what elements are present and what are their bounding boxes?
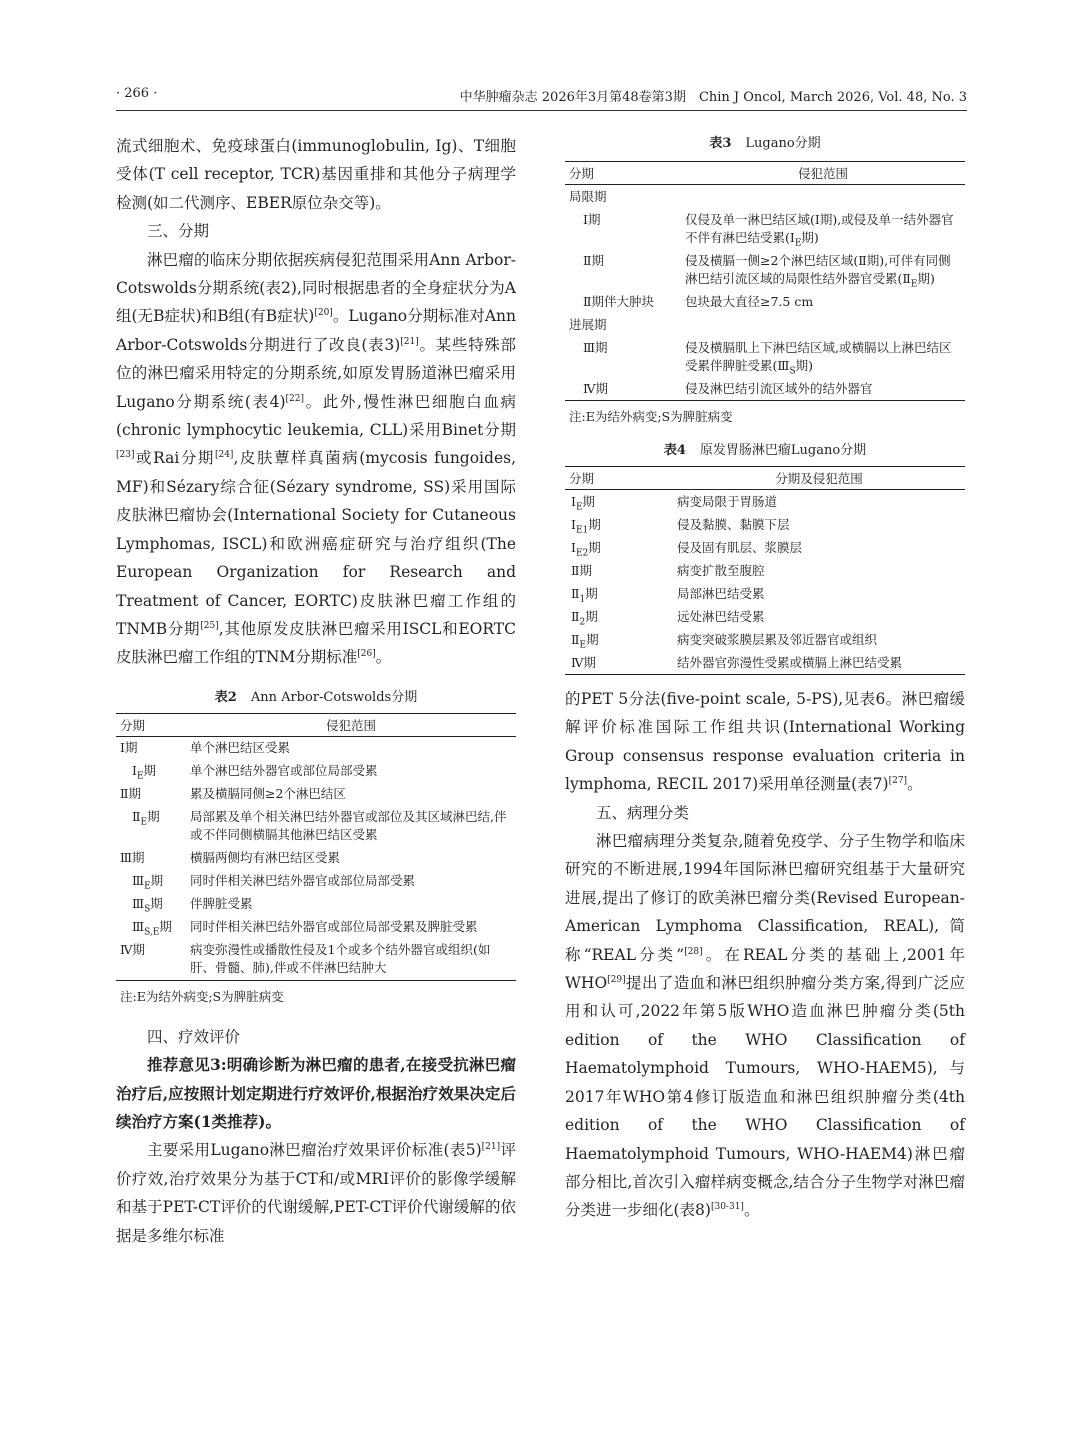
- table-row: [565, 313, 965, 336]
- citation: [20]: [314, 308, 333, 319]
- table-row: [565, 249, 965, 290]
- stage-cell: Ⅰ期: [583, 211, 601, 227]
- recommendation-3: 推荐意见3:明确诊断为淋巴瘤的患者,在接受抗淋巴瘤治疗后,应按照计划定期进行疗效评价,根据治疗效果决定后续治疗方案(1类推荐)。: [116, 1055, 516, 1131]
- section-heading-efficacy: 四、疗效评价: [147, 1027, 241, 1046]
- table-row: [565, 208, 965, 249]
- table-row: [565, 559, 965, 582]
- stage-cell: Ⅱ期伴大肿块: [583, 293, 654, 309]
- table2-caption: 表2 Ann Arbor-Cotswolds分期: [214, 689, 418, 705]
- section-heading-staging: 三、分期: [147, 222, 210, 241]
- range-cell: 仅侵及单一淋巴结区域(Ⅰ期),或侵及单一结外器官不伴有淋巴结受累($Ⅰ_E$期): [685, 211, 954, 248]
- table-header: 分期: [565, 467, 673, 490]
- table-header: 侵犯范围: [681, 162, 965, 185]
- paragraph-efficacy: 主要采用Lugano淋巴瘤治疗效果评价标准(表5)[21]评价疗效,治疗效果分为基于CT和/或MRI评价的影像学缓解和基于PET-CT评价的代谢缓解,PET-CT评价代谢缓解的依据是多维尔标准: [116, 1141, 516, 1245]
- stage-cell: $Ⅱ_1$期: [571, 585, 598, 604]
- table-row: [116, 893, 516, 916]
- table-row: [565, 651, 965, 675]
- citation: [29]: [607, 974, 626, 985]
- stage-cell: $Ⅰ_{E2}$期: [571, 539, 601, 558]
- range-cell: 横膈两侧均有淋巴结区受累: [190, 850, 341, 866]
- stage-cell: Ⅲ期: [120, 850, 145, 866]
- table-row: [565, 490, 965, 514]
- stage-cell: 局限期: [569, 188, 607, 204]
- citation: [28]: [684, 946, 703, 957]
- stage-cell: $Ⅰ_E$期: [132, 763, 157, 782]
- table-row: [116, 847, 516, 870]
- paragraph-pathology-tests: 流式细胞术、免疫球蛋白(immunoglobulin, Ig)、T细胞受体(T cell receptor, TCR)基因重排和其他分子病理学检测(如二代测序、EBER原位杂交等)。: [116, 137, 516, 212]
- stage-cell: 进展期: [569, 316, 607, 332]
- table-row: [565, 185, 965, 209]
- table-row: [116, 736, 516, 760]
- table-row: [116, 939, 516, 981]
- table-row: [565, 377, 965, 401]
- table3-lugano: [565, 161, 965, 401]
- range-cell: 病变局限于胃肠道: [677, 493, 778, 509]
- table-row: [116, 870, 516, 893]
- range-cell: 病变扩散至腹腔: [677, 562, 765, 578]
- range-cell: [681, 185, 965, 209]
- stage-cell: $Ⅲ_E$期: [132, 873, 164, 892]
- range-cell: 侵及固有肌层、浆膜层: [677, 539, 803, 555]
- table2-ann-arbor: [116, 713, 516, 981]
- range-cell: 结外器官弥漫性受累或横膈上淋巴结受累: [673, 651, 965, 675]
- range-cell: 累及横膈同侧≥2个淋巴结区: [190, 786, 346, 802]
- range-cell: 局部淋巴结受累: [677, 585, 765, 601]
- range-cell: 病变突破浆膜层累及邻近器官或组织: [677, 631, 878, 647]
- citation: [21]: [481, 1142, 501, 1153]
- table3-caption: 表3 Lugano分期: [709, 136, 821, 151]
- range-cell: 单个淋巴结外器官或部位局部受累: [190, 763, 378, 779]
- range-cell: 局部累及单个相关淋巴结外器官或部位及其区域淋巴结,伴或不伴同侧横膈其他淋巴结区受累: [190, 809, 507, 843]
- running-header: [116, 86, 967, 108]
- citation: [24]: [214, 450, 234, 461]
- paragraph-pet: 的PET 5分法(five-point scale, 5-PS),见表6。淋巴瘤缓解评价标准国际工作组共识(International Working Group consensus response evaluation criteria in lymphoma, RECIL 2017)采用单径测量(表7)[27]。: [565, 690, 965, 794]
- stage-cell: Ⅳ期: [565, 651, 673, 675]
- left-column: [116, 132, 516, 1250]
- range-cell: 单个淋巴结区受累: [190, 740, 291, 756]
- range-cell: 同时伴相关淋巴结外器官或部位局部受累及脾脏受累: [190, 919, 478, 935]
- range-cell: 侵及淋巴结引流区域外的结外器官: [681, 377, 965, 401]
- table-row: [116, 806, 516, 847]
- citation: [30-31]: [710, 1202, 744, 1213]
- section-heading-pathology: 五、病理分类: [596, 803, 690, 822]
- paragraph-staging: 淋巴瘤的临床分期依据疾病侵犯范围采用Ann Arbor-Cotswolds分期系统(表2),同时根据患者的全身症状分为A组(无B症状)和B组(有B症状)[20]。Lugano分期标准对Ann Arbor-Cotswolds分期进行了改良(表3)[21]。某些特殊部位的淋巴瘤采用特定的分期系统,如原发胃肠道淋巴瘤采用Lugano分期系统(表4)[22]。此外,慢性淋巴细胞白血病(chronic lymphocytic leukemia, CLL)采用Binet分期[23]或Rai分期[24],皮肤蕈样真菌病(mycosis fungoides, MF)和Sézary综合征(Sézary syndrome, SS)采用国际皮肤淋巴瘤协会(International Society for Cutaneous Lymphomas, ISCL)和欧洲癌症研究与治疗组织(The European Organization for Research and Treatment of Cancer, EORTC)皮肤淋巴瘤工作组的TNMB分期[25],其他原发皮肤淋巴瘤采用ISCL和EORTC皮肤淋巴瘤工作组的TNM分期标准[26]。: [116, 250, 516, 667]
- stage-cell: Ⅱ期: [583, 252, 604, 268]
- table3-note: 注:E为结外病变;S为脾脏病变: [569, 409, 733, 424]
- citation: [27]: [888, 776, 908, 787]
- range-cell: 包块最大直径≥7.5 cm: [685, 293, 814, 309]
- table-header: 分期: [116, 713, 186, 736]
- citation: [26]: [357, 649, 376, 660]
- stage-cell: Ⅱ期: [571, 562, 592, 578]
- right-column: [565, 132, 965, 1225]
- header-rule: [116, 110, 967, 111]
- citation: [23]: [116, 450, 135, 461]
- table-row: [116, 760, 516, 783]
- table-row: [565, 582, 965, 605]
- citation: [22]: [285, 393, 305, 404]
- stage-cell: $Ⅰ_{E1}$期: [571, 516, 601, 535]
- page-number: · 266 ·: [116, 86, 158, 101]
- range-cell: 病变弥漫性或播散性侵及1个或多个结外器官或组织(如肝、骨髓、肺),伴或不伴淋巴结肿大: [186, 939, 516, 981]
- citation: [25]: [200, 620, 219, 631]
- stage-cell: Ⅱ期: [120, 786, 141, 802]
- stage-cell: $Ⅰ_E$期: [571, 493, 596, 512]
- stage-cell: Ⅳ期: [116, 939, 186, 981]
- range-cell: 侵及横膈肌上下淋巴结区域,或横膈以上淋巴结区受累伴脾脏受累($Ⅲ_S$期): [685, 339, 952, 376]
- range-cell: 同时伴相关淋巴结外器官或部位局部受累: [190, 873, 416, 889]
- table4-gi-lugano: [565, 466, 965, 675]
- table4-caption: 表4 原发胃肠淋巴瘤Lugano分期: [663, 443, 867, 458]
- range-cell: 侵及黏膜、黏膜下层: [677, 516, 790, 532]
- stage-cell: $Ⅱ_E$期: [132, 809, 160, 828]
- table2-note: 注:E为结外病变;S为脾脏病变: [120, 988, 284, 1004]
- table-row: [565, 536, 965, 559]
- table-row: [565, 605, 965, 628]
- table-row: [116, 783, 516, 806]
- stage-cell: Ⅰ期: [120, 740, 138, 756]
- stage-cell: $Ⅲ_{S,E}$期: [132, 919, 172, 938]
- range-cell: 远处淋巴结受累: [677, 608, 765, 624]
- table-row: [565, 628, 965, 651]
- table-row: [565, 336, 965, 377]
- stage-cell: $Ⅲ_S$期: [132, 896, 163, 915]
- table-header: 分期及侵犯范围: [673, 467, 965, 490]
- range-cell: 侵及横膈一侧≥2个淋巴结区域(Ⅱ期),可伴有同侧淋巴结引流区域的局限性结外器官受累($Ⅱ_E$期): [685, 252, 951, 289]
- citation: [21]: [400, 336, 419, 347]
- paragraph-classification: 淋巴瘤病理分类复杂,随着免疫学、分子生物学和临床研究的不断进展,1994年国际淋巴瘤研究组基于大量研究进展,提出了修订的欧美淋巴瘤分类(Revised European-American Lymphoma Classification, REAL),简称“REAL分类”[28]。在REAL分类的基础上,2001年WHO[29]提出了造血和淋巴组织肿瘤分类方案,得到广泛应用和认可,2022年第5版WHO造血淋巴肿瘤分类(5th edition of the WHO Classification of Haematolymphoid Tumours, WHO-HAEM5),与2017年WHO第4修订版造血和淋巴组织肿瘤分类(4th edition of the WHO Classification of Haematolymphoid Tumours, WHO-HAEM4)淋巴瘤部分相比,首次引入瘤样病变概念,结合分子生物学对淋巴瘤分类进一步细化(表8)[30-31]。: [565, 832, 965, 1220]
- journal-citation: 中华肿瘤杂志 2026年3月第48卷第3期 Chin J Oncol, March 2026, Vol. 48, No. 3: [459, 90, 967, 105]
- range-cell: 伴脾脏受累: [190, 896, 253, 912]
- table-row: [116, 916, 516, 939]
- range-cell: [681, 313, 965, 336]
- table-header: 侵犯范围: [186, 713, 516, 736]
- stage-cell: Ⅳ期: [565, 377, 681, 401]
- table-row: [565, 290, 965, 313]
- stage-cell: $Ⅱ_E$期: [571, 631, 599, 650]
- table-header: 分期: [565, 162, 681, 185]
- stage-cell: Ⅲ期: [583, 339, 608, 355]
- table-row: [565, 513, 965, 536]
- stage-cell: $Ⅱ_2$期: [571, 608, 598, 627]
